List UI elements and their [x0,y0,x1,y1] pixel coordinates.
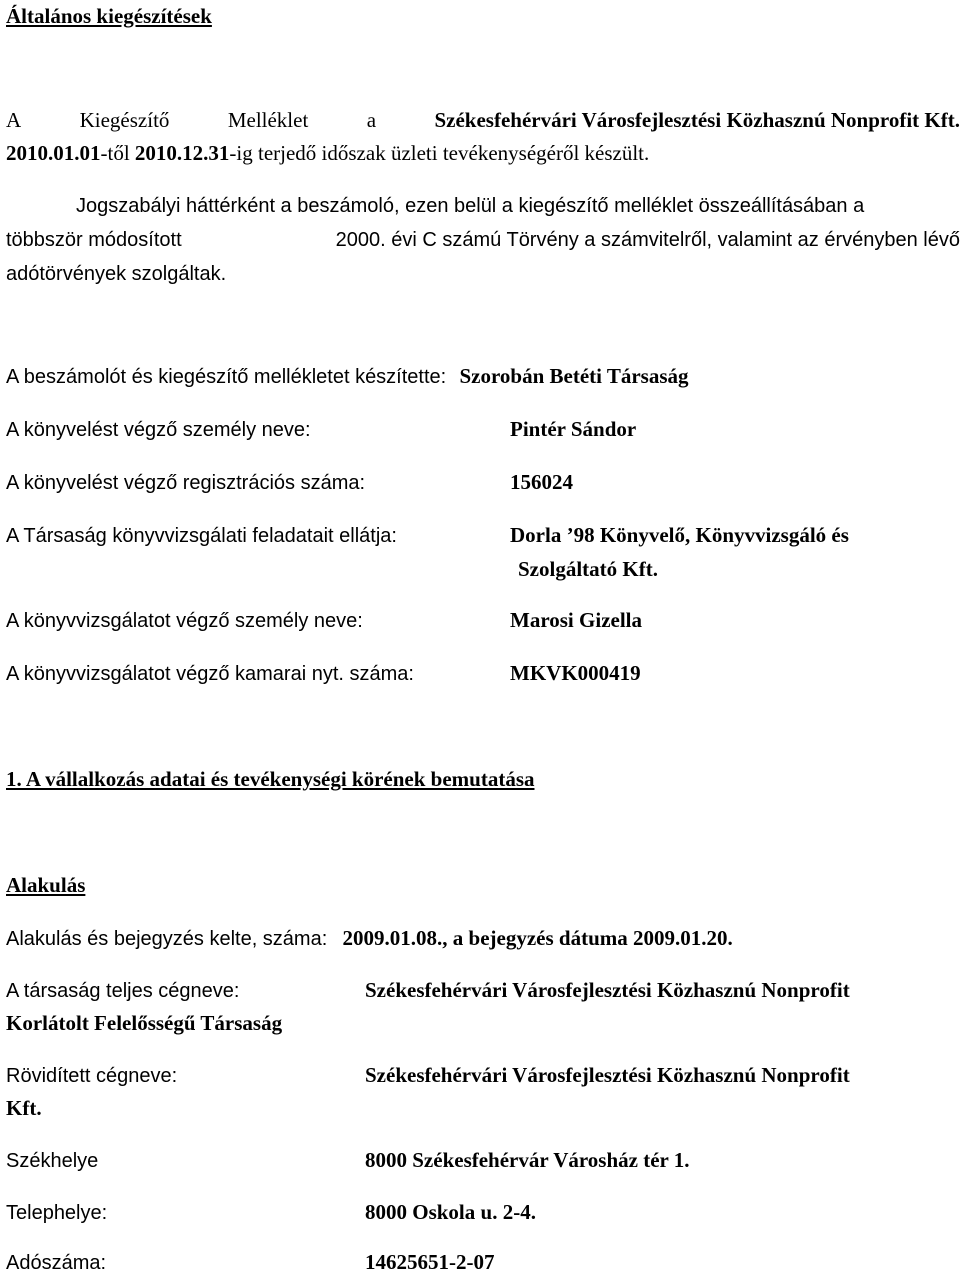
intro-line-1 [6,108,960,133]
intro-line-2 [6,141,649,166]
founding-value: 2009.01.08., a bejegyzés dátuma 2009.01.20. [342,926,733,950]
full-name-label: A társaság teljes cégneve: [6,980,240,1002]
intro-company: Székesfehérvári Városfejlesztési Közhasznú Nonprofit Kft. [434,108,960,132]
full-name-value-1: Székesfehérvári Városfejlesztési Közhasznú Nonprofit [365,978,850,1002]
bookkeeper-reg-label: A könyvelést végző regisztrációs száma: [6,472,366,494]
short-name-value-2: Kft. [6,1096,42,1120]
tax-value: 14625651-2-07 [365,1250,495,1274]
intro-word-kiegeszito: Kiegészítő [79,108,170,132]
seat-value: 8000 Székesfehérvár Városház tér 1. [365,1148,690,1172]
prepared-row [6,364,689,389]
founding-row [6,926,733,951]
site-label: Telephelye: [6,1202,108,1224]
section-1-title: 1. A vállalkozás adatai és tevékenységi körének bemutatása [6,767,535,791]
bookkeeper-reg-value: 156024 [510,470,573,494]
auditor-company-value-2: Szolgáltató Kft. [518,557,658,581]
intro-period-text: -ig terjedő időszak üzleti tevékenységéről készült. [229,141,650,165]
intro-word-a: A [6,108,22,132]
full-name-value-2: Korlátolt Felelősségű Társaság [6,1011,283,1035]
legal-line-1: Jogszabályi háttérként a beszámoló, ezen belül a kiegészítő melléklet összeállításában a [76,195,865,217]
intro-date-start: 2010.01.01 [6,141,101,165]
auditor-company-label: A Társaság könyvvizsgálati feladatait ellátja: [6,525,397,547]
legal-line-2-b: 2000. évi C számú Törvény a számvitelről, valamint az érvényben lévő [335,229,960,251]
bookkeeper-name-label: A könyvelést végző személy neve: [6,419,311,441]
auditor-name-label: A könyvvizsgálatot végző személy neve: [6,610,363,632]
legal-line-2 [6,228,960,252]
short-name-label: Rövidített cégneve: [6,1065,178,1087]
prepared-label: A beszámolót és kiegészítő mellékletet készítette: [6,366,447,388]
auditor-name-value: Marosi Gizella [510,608,642,632]
intro-word-melleklet: Melléklet [227,108,309,132]
founding-label: Alakulás és bejegyzés kelte, száma: [6,928,328,950]
bookkeeper-name-value: Pintér Sándor [510,417,637,441]
short-name-value-1: Székesfehérvári Városfejlesztési Közhasznú Nonprofit [365,1063,850,1087]
founding-title: Alakulás [6,873,86,897]
auditor-company-value-1: Dorla ’98 Könyvelő, Könyvvizsgáló és [510,523,849,547]
site-value: 8000 Oskola u. 2-4. [365,1200,536,1224]
intro-from: -től [100,141,135,165]
auditor-reg-label: A könyvvizsgálatot végző kamarai nyt. száma: [6,663,414,685]
seat-label: Székhelye [6,1150,99,1172]
legal-line-3: adótörvények szolgáltak. [6,263,227,285]
legal-line-2-a: többször módosított [6,229,182,251]
intro-word-a2: a [366,108,377,132]
prepared-value: Szorobán Betéti Társaság [459,364,689,388]
auditor-reg-value: MKVK000419 [510,661,641,685]
tax-label: Adószáma: [6,1252,107,1274]
intro-date-end: 2010.12.31 [134,141,230,165]
heading-general: Általános kiegészítések [6,4,212,28]
